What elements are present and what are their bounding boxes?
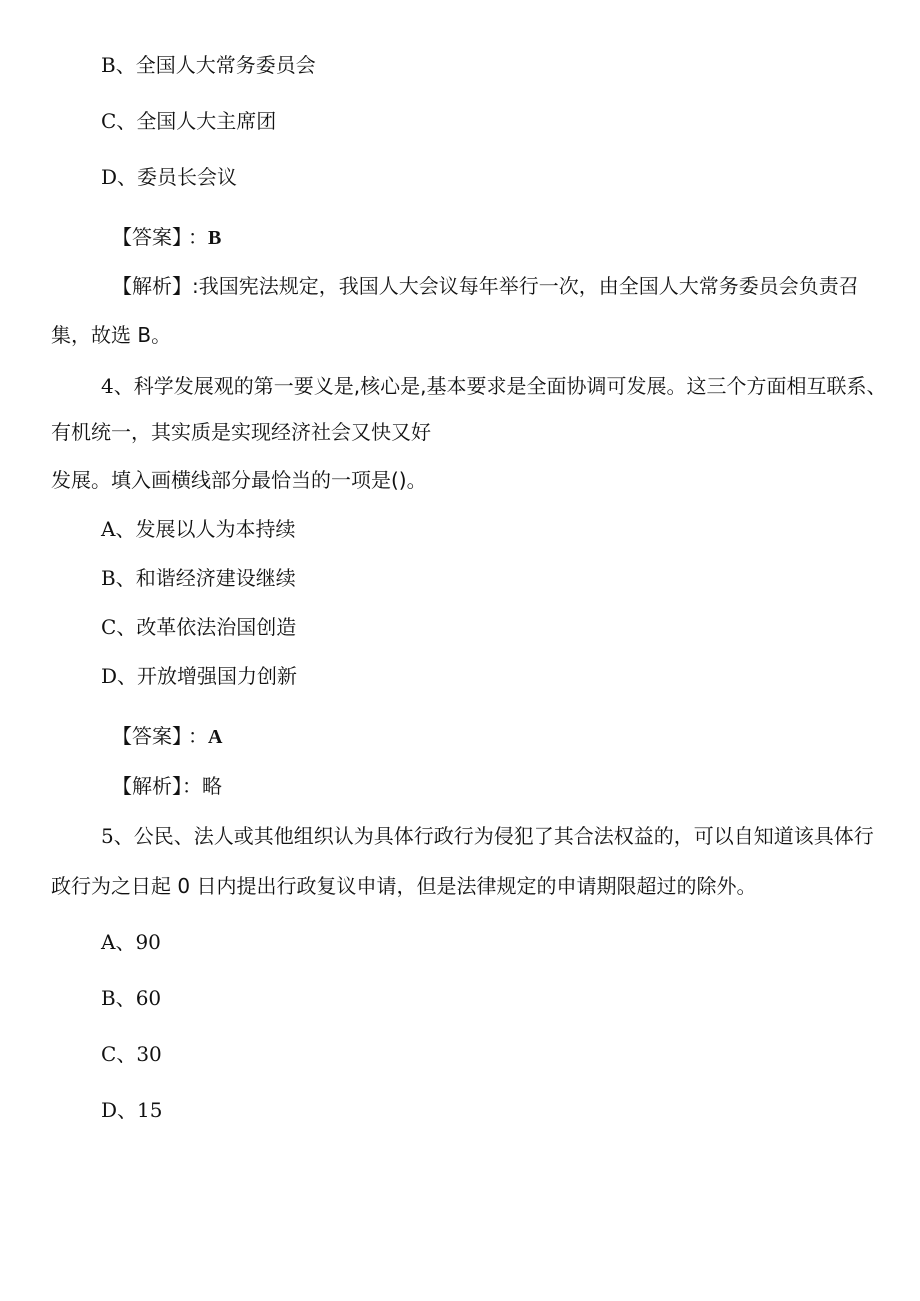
option-separator: 、 <box>116 109 137 133</box>
option-text: 和谐经济建设继续 <box>135 566 296 590</box>
answer-value: B <box>208 227 222 249</box>
answer-label: 【答案】 <box>112 724 182 748</box>
q3-answer <box>112 223 221 252</box>
option-text: 发展以人为本持续 <box>135 517 296 541</box>
option-text: 全国人大常务委员会 <box>135 53 316 77</box>
q3-option-d <box>101 163 237 191</box>
option-letter: D <box>101 165 118 189</box>
option-separator: 、 <box>115 566 136 590</box>
question-text: 有机统一，其实质是实现经济社会又快又好 <box>51 420 431 444</box>
option-letter: D <box>101 664 118 688</box>
option-separator: 、 <box>117 1098 138 1122</box>
q5-option-c <box>101 1040 162 1068</box>
answer-separator: ： <box>188 225 208 249</box>
question-text: 政行为之日起 0 日内提出行政复议申请，但是法律规定的申请期限超过的除外。 <box>51 874 757 898</box>
q4-option-a <box>101 515 295 543</box>
question-separator: 、 <box>113 824 134 848</box>
q5-option-a <box>101 928 161 956</box>
q3-analysis <box>112 272 859 300</box>
option-letter: B <box>101 53 116 77</box>
analysis-label: 【解析】 <box>112 774 182 798</box>
q4-answer <box>112 722 222 751</box>
q4-option-d <box>101 662 297 690</box>
option-letter: C <box>101 1042 117 1066</box>
q4-option-b <box>101 564 296 592</box>
question-number: 4 <box>101 374 114 398</box>
option-text: 90 <box>135 930 161 954</box>
answer-label: 【答案】 <box>112 225 182 249</box>
question-separator: 、 <box>113 374 134 398</box>
option-text: 60 <box>135 986 162 1010</box>
q5-stem-line-2 <box>51 872 756 900</box>
answer-separator: ： <box>188 724 208 748</box>
q3-option-c <box>101 107 276 135</box>
option-separator: 、 <box>116 615 137 639</box>
option-letter: A <box>101 930 116 954</box>
option-separator: 、 <box>115 517 136 541</box>
question-number: 5 <box>101 824 114 848</box>
option-text: 全国人大主席团 <box>136 109 277 133</box>
q4-stem <box>101 372 886 400</box>
q4-analysis <box>112 772 222 800</box>
analysis-text: ：略 <box>182 774 222 798</box>
analysis-text: 集，故选 B。 <box>51 323 172 347</box>
q3-analysis-continued <box>51 321 171 349</box>
option-letter: B <box>101 566 116 590</box>
option-letter: A <box>101 517 116 541</box>
option-separator: 、 <box>115 930 136 954</box>
option-separator: 、 <box>115 986 136 1010</box>
option-separator: 、 <box>116 1042 137 1066</box>
q5-stem <box>101 822 874 850</box>
option-letter: D <box>101 1098 118 1122</box>
option-separator: 、 <box>117 165 138 189</box>
option-text: 15 <box>137 1098 163 1122</box>
option-text: 30 <box>136 1042 162 1066</box>
question-text: 发展。填入画横线部分最恰当的一项是()。 <box>51 468 427 492</box>
option-letter: C <box>101 615 117 639</box>
option-text: 委员长会议 <box>137 165 238 189</box>
question-text: 公民、法人或其他组织认为具体行政行为侵犯了其合法权益的，可以自知道该具体行 <box>133 824 874 848</box>
option-letter: C <box>101 109 117 133</box>
option-separator: 、 <box>115 53 136 77</box>
option-text: 改革依法治国创造 <box>136 615 297 639</box>
q4-option-c <box>101 613 296 641</box>
analysis-label: 【解析】 <box>112 274 192 298</box>
option-letter: B <box>101 986 116 1010</box>
q4-stem-line-3 <box>51 466 427 494</box>
option-text: 开放增强国力创新 <box>137 664 298 688</box>
analysis-text: :我国宪法规定，我国人大会议每年举行一次，由全国人大常务委员会负责召 <box>192 274 859 298</box>
question-text: 科学发展观的第一要义是,核心是,基本要求是全面协调可发展。这三个方面相互联系、 <box>133 374 887 398</box>
q4-stem-line-2 <box>51 418 431 446</box>
q5-option-b <box>101 984 161 1012</box>
option-separator: 、 <box>117 664 138 688</box>
q3-option-b <box>101 51 316 79</box>
answer-value: A <box>208 726 223 748</box>
q5-option-d <box>101 1096 163 1124</box>
